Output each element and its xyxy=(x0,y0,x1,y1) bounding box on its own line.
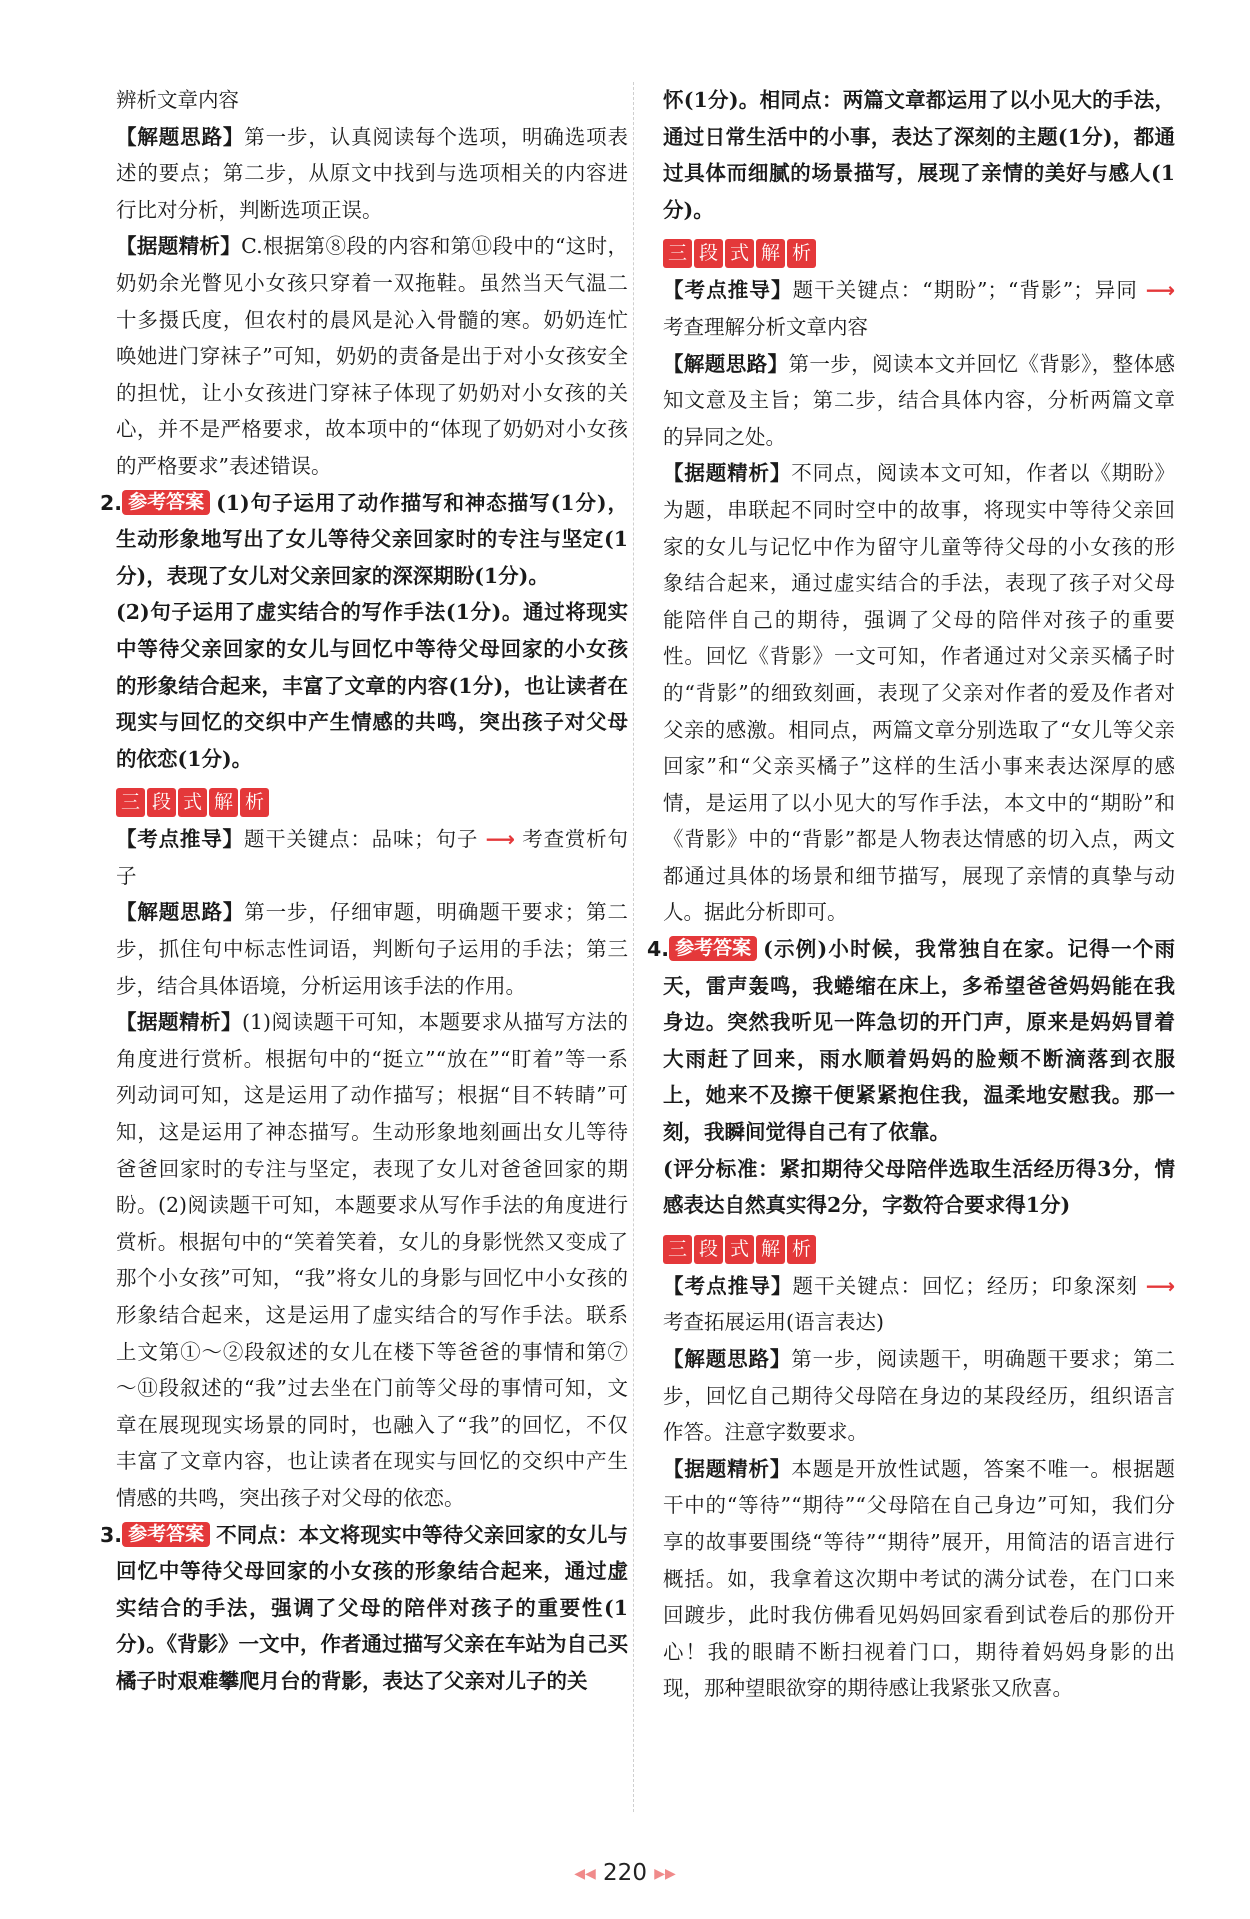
banner-char: 段 xyxy=(694,239,723,268)
section-label: 【考点推导】 xyxy=(663,1273,793,1298)
answer-text: (示例)小时候，我常独自在家。记得一个雨天，雷声轰鸣，我蜷缩在床上，多希望爸爸妈妈能在我身边。突然我听见一阵急切的开门声，原来是妈妈冒着大雨赶了回来，雨水顺着妈妈的脸颊不断滴落到衣服上，她来不及擦干便紧紧抱住我，温柔地安慰我。那一刻，我瞬间觉得自己有了依靠。 xyxy=(663,937,1175,1145)
left-triangle-icon: ◀◀ xyxy=(574,1866,596,1882)
question-number: 2. xyxy=(100,490,123,515)
solution-idea xyxy=(663,346,1175,456)
column-divider xyxy=(633,82,634,1812)
analysis xyxy=(116,228,628,484)
answer-badge: 参考答案 xyxy=(669,936,757,961)
banner-char: 析 xyxy=(787,239,816,268)
paragraph-text: 考查赏析句子 xyxy=(116,827,628,888)
question-number: 3. xyxy=(100,1522,123,1547)
section-label: 【据题精析】 xyxy=(116,1010,242,1035)
section-label: 【解题思路】 xyxy=(116,900,245,925)
analysis xyxy=(663,455,1175,931)
answer-q3 xyxy=(100,1517,628,1700)
section-label: 【据题精析】 xyxy=(663,1456,792,1481)
paragraph-text: 考查理解分析文章内容 xyxy=(663,314,868,339)
paragraph-text: 不同点，阅读本文可知，作者以《期盼》为题，串联起不同时空中的故事，将现实中等待父亲回家的女儿与记忆中作为留守儿童等待父母的小女孩的形象结合起来，通过虚实结合的手法，表现了孩子对父母能陪伴自己的期待，强调了父母的陪伴对孩子的重要性。回忆《背影》一文可知，作者通过对父亲买橘子时的“背影”的细致刻画，表现了父亲对作者的爱及作者对父亲的感激。相同点，两篇文章分别选取了“女儿等父亲回家”和“父亲买橘子”这样的生活小事来表达深厚的感情，是运用了以小见大的写作手法，本文中的“期盼”和《背影》中的“背影”都是人物表达情感的切入点，两文都通过具体的场景和细节描写，展现了亲情的真挚与动人。据此分析即可。 xyxy=(663,461,1176,925)
arrow-icon: ⟶ xyxy=(1145,1273,1175,1298)
paragraph-text: (1)阅读题干可知，本题要求从描写方法的角度进行赏析。根据句中的“挺立”“放在”“盯着”等一系列动词可知，这是运用了动作描写；根据“目不转睛”可知，这是运用了神态描写。生动形象地刻画出女儿等待爸爸回家时的专注与坚定，表现了女儿对爸爸回家的期盼。(2)阅读题干可知，本题要求从写作手法的角度进行赏析。根据句中的“笑着笑着，女儿的身影恍然又变成了那个小女孩”可知，“我”将女儿的身影与回忆中小女孩的形象结合起来，这是运用了虚实结合的写作手法。联系上文第①～②段叙述的女儿在楼下等爸爸的事情和第⑦～⑪段叙述的“我”过去坐在门前等父母的事情可知，文章在展现现实场景的同时，也融入了“我”的回忆，不仅丰富了文章内容，也让读者在现实与回忆的交织中产生情感的共鸣，突出孩子对父母的依恋。 xyxy=(116,1010,629,1510)
banner-char: 析 xyxy=(787,1235,816,1264)
answer-text: 不同点：本文将现实中等待父亲回家的女儿与回忆中等待父母回家的小女孩的形象结合起来，通过虚实结合的手法，强调了父母的陪伴对孩子的重要性(1分)。《背影》一文中，作者通过描写父亲在车站为自己买橘子时艰难攀爬月台的背影，表达了父亲对儿子的关 xyxy=(116,1522,628,1693)
scoring-criteria: (评分标准：紧扣期待父母陪伴选取生活经历得3分，情感表达自然真实得2分，字数符合要求得1分) xyxy=(663,1156,1175,1218)
answer-badge: 参考答案 xyxy=(122,1522,210,1547)
banner-char: 段 xyxy=(694,1235,723,1264)
answer-text: (1)句子运用了动作描写和神态描写(1分)，生动形象地写出了女儿等待父亲回家时的专注与坚定(1分)，表现了女儿对父亲回家的深深期盼(1分)。 xyxy=(116,490,628,588)
banner-char: 三 xyxy=(116,788,145,817)
right-triangle-icon: ▶▶ xyxy=(654,1866,676,1882)
banner-char: 解 xyxy=(209,788,238,817)
key-point xyxy=(663,1268,1175,1341)
analysis xyxy=(116,1004,628,1516)
paragraph-text: 题干关键点：回忆；经历；印象深刻 xyxy=(792,1273,1138,1298)
right-column xyxy=(647,82,1176,1707)
page-number xyxy=(0,1860,1250,1886)
answer-badge: 参考答案 xyxy=(122,490,210,515)
section-label: 【据题精析】 xyxy=(663,461,792,486)
paragraph-text: 第一步，认真阅读每个选项，明确选项表述的要点；第二步，从原文中找到与选项相关的内容进行比对分析，判断选项正误。 xyxy=(116,124,629,222)
answer-q3-continued: 怀(1分)。相同点：两篇文章都运用了以小见大的手法，通过日常生活中的小事，表达了深刻的主题(1分)，都通过具体而细腻的场景描写，展现了亲情的美好与感人(1分)。 xyxy=(663,88,1175,222)
paragraph-text: 本题是开放性试题，答案不唯一。根据题干中的“等待”“期待”“父母陪在自己身边”可知，我们分享的故事要围绕“等待”“期待”展开，用简洁的语言进行概括。如，我拿着这次期中考试的满分试卷，在门口来回踱步，此时我仿佛看见妈妈回家看到试卷后的那份开心！我的眼睛不断扫视着门口，期待着妈妈身影的出现，那种望眼欲穿的期待感让我紧张又欣喜。 xyxy=(663,1456,1176,1701)
paragraph-text: 题干关键点：品味；句子 xyxy=(243,827,479,852)
answer-q2 xyxy=(100,485,628,595)
answer-q2-part2: (2)句子运用了虚实结合的写作手法(1分)。通过将现实中等待父亲回家的女儿与回忆中等待父母回家的小女孩的形象结合起来，丰富了文章的内容(1分)，也让读者在现实与回忆的交织中产生情感的共鸣，突出孩子对父母的依恋(1分)。 xyxy=(116,600,628,771)
section-label: 【解题思路】 xyxy=(116,124,245,149)
three-step-analysis-banner xyxy=(663,234,1175,266)
banner-char: 式 xyxy=(725,1235,754,1264)
banner-char: 三 xyxy=(663,1235,692,1264)
page-number-text: 220 xyxy=(603,1860,647,1886)
text-line: 辨析文章内容 xyxy=(116,88,239,112)
arrow-icon: ⟶ xyxy=(485,827,515,852)
paragraph-text: 第一步，阅读题干，明确题干要求；第二步，回忆自己期待父母陪在身边的某段经历，组织语言作答。注意字数要求。 xyxy=(663,1347,1176,1445)
section-label: 【考点推导】 xyxy=(663,278,793,303)
banner-char: 段 xyxy=(147,788,176,817)
paragraph-text: 第一步，仔细审题，明确题干要求；第二步，抓住句中标志性词语，判断句子运用的手法；第三步，结合具体语境，分析运用该手法的作用。 xyxy=(116,900,629,998)
banner-char: 解 xyxy=(756,239,785,268)
three-step-analysis-banner xyxy=(663,1230,1175,1262)
three-step-analysis-banner xyxy=(116,783,628,815)
banner-char: 析 xyxy=(240,788,269,817)
paragraph-text: 题干关键点：“期盼”；“背影”；异同 xyxy=(792,278,1138,303)
banner-char: 式 xyxy=(178,788,207,817)
section-label: 【据题精析】 xyxy=(116,234,242,259)
left-column xyxy=(100,82,629,1700)
solution-idea xyxy=(116,894,628,1004)
section-label: 【解题思路】 xyxy=(663,1347,792,1371)
banner-char: 解 xyxy=(756,1235,785,1264)
analysis xyxy=(663,1451,1175,1707)
section-label: 【考点推导】 xyxy=(116,827,244,852)
section-label: 【解题思路】 xyxy=(663,351,789,376)
question-number: 4. xyxy=(647,937,670,962)
key-point xyxy=(663,272,1175,345)
paragraph-text: C.根据第⑧段的内容和第⑪段中的“这时，奶奶余光瞥见小女孩只穿着一双拖鞋。虽然当天气温二十多摄氏度，但农村的晨风是沁入骨髓的寒。奶奶连忙唤她进门穿袜子”可知，奶奶的责备是出于对小女孩安全的担忧，让小女孩进门穿袜子体现了奶奶对小女孩的关心，并不是严格要求，故本项中的“体现了奶奶对小女孩的严格要求”表述错误。 xyxy=(116,234,629,478)
solution-idea xyxy=(663,1341,1175,1451)
solution-idea xyxy=(116,119,628,229)
paragraph-text: 第一步，阅读本文并回忆《背影》，整体感知文意及主旨；第二步，结合具体内容，分析两篇文章的异同之处。 xyxy=(663,351,1175,449)
arrow-icon: ⟶ xyxy=(1145,278,1175,303)
banner-char: 三 xyxy=(663,239,692,268)
key-point xyxy=(116,821,628,894)
paragraph-text: 考查拓展运用(语言表达) xyxy=(663,1310,884,1335)
answer-q4 xyxy=(647,931,1175,1151)
banner-char: 式 xyxy=(725,239,754,268)
